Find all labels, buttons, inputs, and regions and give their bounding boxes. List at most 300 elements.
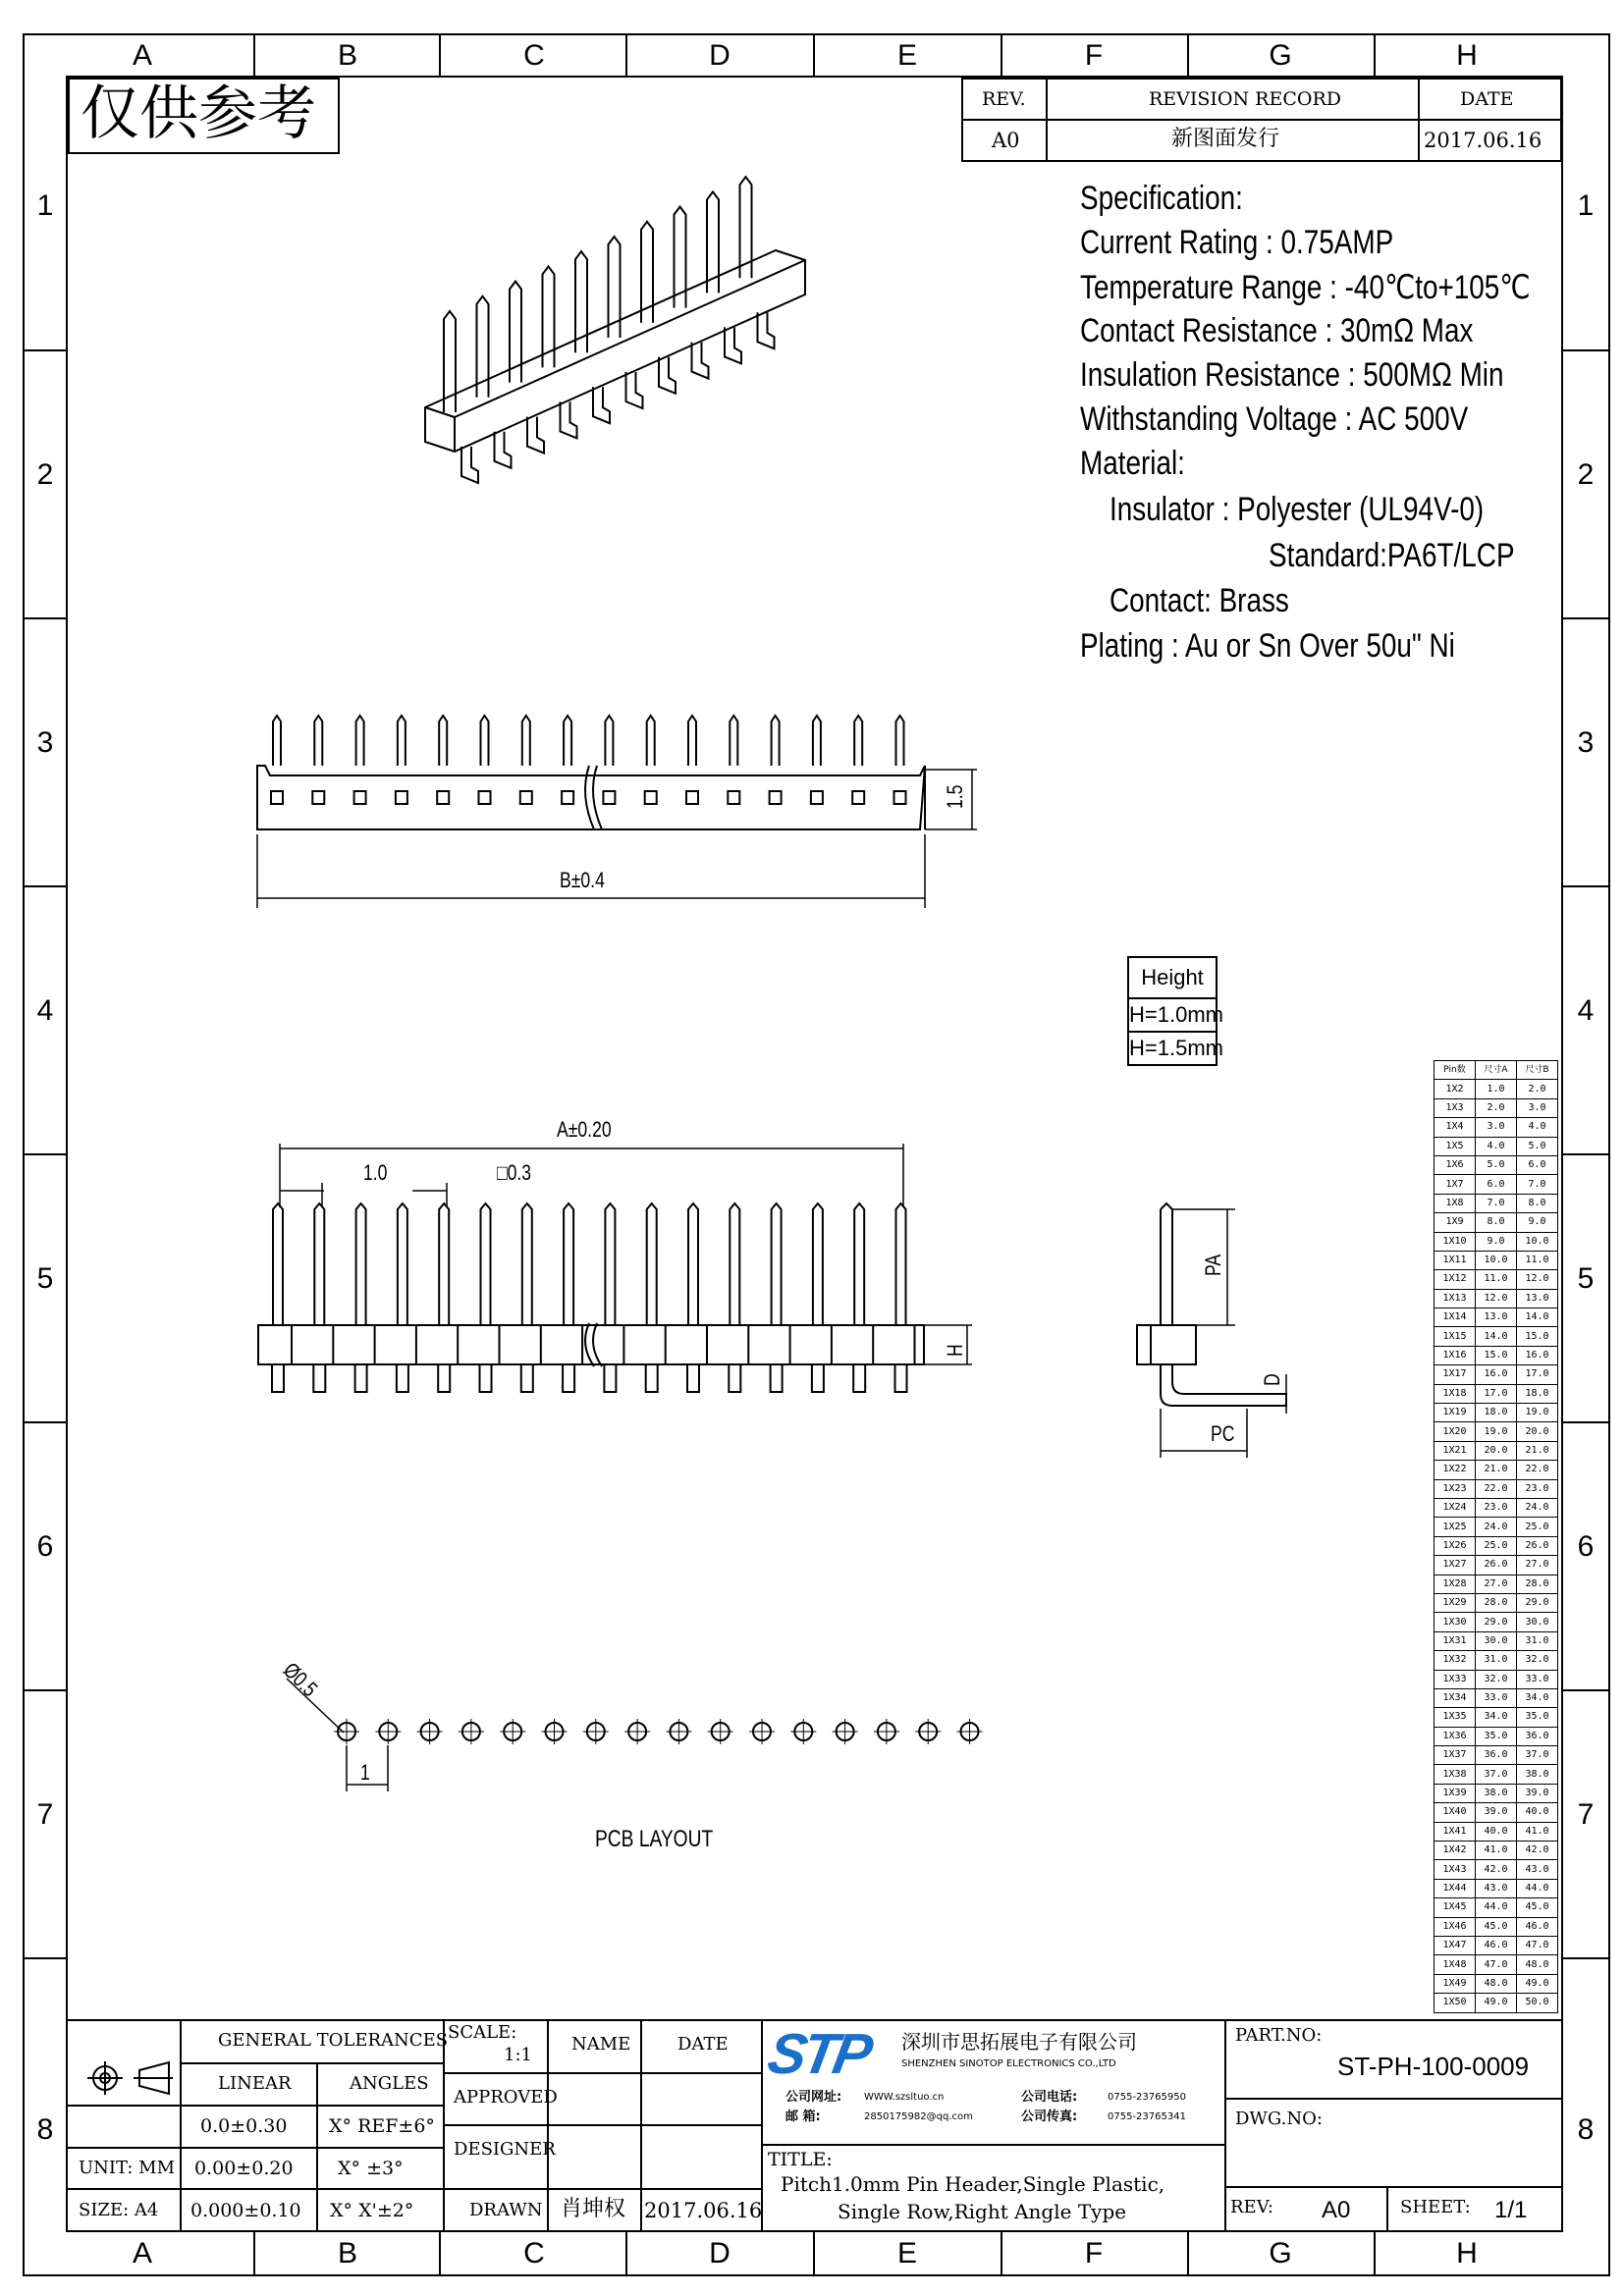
- pin-table-cell: 38.0: [1517, 1765, 1558, 1784]
- pin-table-row: [1435, 1651, 1558, 1670]
- revision-date-value: 2017.06.16: [1424, 129, 1543, 152]
- pin-table-cell: 6.0: [1517, 1155, 1558, 1174]
- pin-table-cell: 49.0: [1476, 1994, 1517, 2012]
- pin-table-cell: 39.0: [1476, 1803, 1517, 1822]
- pin-table-cell: 1X37: [1435, 1746, 1476, 1765]
- pin-table-cell: 1X12: [1435, 1270, 1476, 1289]
- zone-col-top-C: C: [523, 39, 545, 72]
- spec-standard: Standard:PA6T/LCP: [1269, 537, 1515, 574]
- pin-table-cell: 1X3: [1435, 1098, 1476, 1117]
- pin-table-cell: 32.0: [1517, 1651, 1558, 1670]
- front-pin-tail: [563, 1364, 574, 1392]
- pin-table-cell: 40.0: [1476, 1822, 1517, 1841]
- pin-table-cell: 28.0: [1476, 1593, 1517, 1612]
- tol-linear-1: 0.0±0.30: [200, 2115, 288, 2137]
- pin-table-cell: 32.0: [1476, 1670, 1517, 1688]
- pin-table-cell: 1X29: [1435, 1593, 1476, 1612]
- pin-table-cell: 15.0: [1476, 1346, 1517, 1364]
- top-pin-square: [603, 791, 615, 804]
- iso-pin-tail: [495, 432, 512, 468]
- pin-table-row: [1435, 1898, 1558, 1917]
- pin-table-cell: 9.0: [1517, 1213, 1558, 1232]
- pin-table-row: [1435, 1784, 1558, 1802]
- pin-table-cell: 24.0: [1517, 1498, 1558, 1517]
- pin-table-row: [1435, 1670, 1558, 1688]
- spec-title: Specification:: [1080, 180, 1243, 217]
- pin-table-cell: 22.0: [1476, 1479, 1517, 1498]
- top-pin: [356, 716, 364, 766]
- pin-table-header: Pin数: [1435, 1061, 1476, 1080]
- pin-table-cell: 36.0: [1476, 1746, 1517, 1765]
- dim-pcb-pitch: 1: [360, 1760, 370, 1785]
- dim-a: A±0.20: [557, 1117, 612, 1142]
- pin-table-cell: 31.0: [1476, 1651, 1517, 1670]
- pin-table-cell: 1X45: [1435, 1898, 1476, 1917]
- pin-table-cell: 35.0: [1517, 1708, 1558, 1727]
- zone-col-bottom-C: C: [523, 2237, 545, 2269]
- pin-table-cell: 1X6: [1435, 1155, 1476, 1174]
- pin-table-cell: 24.0: [1476, 1518, 1517, 1536]
- pin-table-cell: 48.0: [1476, 1974, 1517, 1993]
- pin-table-row: [1435, 1404, 1558, 1422]
- pin-table-row: [1435, 1631, 1558, 1650]
- front-pin-tail: [646, 1364, 658, 1392]
- zone-row-right-2: 2: [1577, 458, 1595, 491]
- top-pin: [854, 716, 862, 766]
- pin-table-cell: 1X25: [1435, 1518, 1476, 1536]
- rev-header: REV.: [982, 88, 1026, 110]
- pin-table-cell: 9.0: [1476, 1232, 1517, 1251]
- zone-col-top-F: F: [1084, 39, 1104, 72]
- pin-table-cell: 42.0: [1517, 1842, 1558, 1860]
- pin-table-cell: 30.0: [1476, 1631, 1517, 1650]
- pin-table-cell: 7.0: [1476, 1194, 1517, 1212]
- pin-table-cell: 34.0: [1476, 1708, 1517, 1727]
- zone-col-top-A: A: [132, 39, 152, 72]
- front-pin-tail: [355, 1364, 367, 1392]
- iso-pin-tail: [758, 312, 775, 348]
- pin-table-cell: 1X24: [1435, 1498, 1476, 1517]
- pin-table-cell: 12.0: [1517, 1270, 1558, 1289]
- pin-table-row: [1435, 1327, 1558, 1346]
- top-pin: [813, 716, 821, 766]
- scale-label: SCALE:: [448, 2022, 517, 2043]
- pin-table-cell: 3.0: [1517, 1098, 1558, 1117]
- top-pin: [522, 716, 530, 766]
- zone-row-right-6: 6: [1577, 1530, 1595, 1563]
- pin-table-cell: 20.0: [1517, 1422, 1558, 1441]
- pin-table-cell: 13.0: [1476, 1308, 1517, 1327]
- pin-table-cell: 1X4: [1435, 1118, 1476, 1137]
- pin-table-cell: 16.0: [1476, 1365, 1517, 1384]
- pin-table-row: [1435, 1765, 1558, 1784]
- pin-table-row: [1435, 1213, 1558, 1232]
- pin-table-row: [1435, 1384, 1558, 1403]
- revision-record-header: REVISION RECORD: [1149, 88, 1341, 110]
- pin-table-row: [1435, 1118, 1558, 1137]
- pin-table-cell: 17.0: [1517, 1365, 1558, 1384]
- date-header-tb: DATE: [677, 2034, 729, 2055]
- pin-table-cell: 19.0: [1517, 1404, 1558, 1422]
- iso-pin-tail: [593, 387, 610, 423]
- top-pin: [314, 716, 322, 766]
- part-no-label: PART.NO:: [1235, 2025, 1323, 2046]
- pin-table-cell: 46.0: [1517, 1917, 1558, 1936]
- pin-table-cell: 1X30: [1435, 1613, 1476, 1631]
- pin-table-cell: 1X40: [1435, 1803, 1476, 1822]
- pin-table-cell: 3.0: [1476, 1118, 1517, 1137]
- pin-table-row: [1435, 1175, 1558, 1194]
- drawn-name: 肖坤权: [561, 2197, 626, 2221]
- web-label: 公司网址:: [785, 2090, 842, 2105]
- pin-table-cell: 1X28: [1435, 1575, 1476, 1593]
- front-pin-tail: [853, 1364, 865, 1392]
- pin-table-row: [1435, 1708, 1558, 1727]
- pin-table-row: [1435, 1575, 1558, 1593]
- top-pin-square: [354, 791, 366, 804]
- front-pin: [854, 1203, 864, 1325]
- pin-table-row: [1435, 1232, 1558, 1251]
- top-view: [257, 716, 977, 908]
- pin-table-cell: 26.0: [1517, 1536, 1558, 1555]
- pin-table-cell: 5.0: [1517, 1137, 1558, 1155]
- tol-angle-1: X° REF±6°: [329, 2115, 435, 2137]
- spec-temperature-range: Temperature Range : -40℃to+105℃: [1080, 269, 1531, 306]
- front-pin-tail: [687, 1364, 699, 1392]
- pin-table-cell: 21.0: [1476, 1461, 1517, 1479]
- zone-col-top-D: D: [709, 39, 731, 72]
- zone-row-left-5: 5: [36, 1262, 54, 1295]
- pin-table-cell: 1X27: [1435, 1556, 1476, 1575]
- height-table-header: Height: [1127, 956, 1218, 999]
- top-pin-square: [686, 791, 698, 804]
- zone-row-right-4: 4: [1577, 994, 1595, 1027]
- part-no-value: ST-PH-100-0009: [1337, 2052, 1530, 2081]
- pin-table-cell: 26.0: [1476, 1556, 1517, 1575]
- pin-table-cell: 37.0: [1476, 1765, 1517, 1784]
- pin-table-cell: 1X43: [1435, 1860, 1476, 1879]
- pin-table-cell: 1X36: [1435, 1727, 1476, 1745]
- pin-table-cell: 31.0: [1517, 1631, 1558, 1650]
- pin-table-cell: 1X7: [1435, 1175, 1476, 1194]
- pin-dimension-table: [1434, 1060, 1558, 2013]
- pin-table-cell: 41.0: [1476, 1842, 1517, 1860]
- pin-table-cell: 34.0: [1517, 1688, 1558, 1707]
- pin-table-cell: 1X9: [1435, 1213, 1476, 1232]
- zone-row-right-1: 1: [1577, 189, 1595, 222]
- pin-table-row: [1435, 1974, 1558, 1993]
- pin-table-cell: 43.0: [1517, 1860, 1558, 1879]
- pin-table-cell: 1X39: [1435, 1784, 1476, 1802]
- company-name-cn: 深圳市思拓展电子有限公司: [901, 2030, 1137, 2054]
- dim-square: □0.3: [497, 1160, 532, 1185]
- pin-table-cell: 1X5: [1435, 1137, 1476, 1155]
- dim-h: H: [943, 1344, 967, 1357]
- front-pin-tail: [771, 1364, 783, 1392]
- spec-material-label: Material:: [1080, 445, 1185, 482]
- approved-label: APPROVED: [454, 2087, 558, 2108]
- pin-table-cell: 35.0: [1476, 1727, 1517, 1745]
- pin-table-cell: 30.0: [1517, 1613, 1558, 1631]
- front-pin: [730, 1203, 739, 1325]
- pin-table-cell: 45.0: [1476, 1917, 1517, 1936]
- front-pin: [314, 1203, 324, 1325]
- pin-table-cell: 22.0: [1517, 1461, 1558, 1479]
- pin-table-row: [1435, 1518, 1558, 1536]
- drawn-date: 2017.06.16: [644, 2199, 763, 2222]
- top-pin: [647, 716, 655, 766]
- zone-row-left-4: 4: [36, 994, 54, 1027]
- pin-table-cell: 18.0: [1476, 1404, 1517, 1422]
- company-name-en: SHENZHEN SINOTOP ELECTRONICS CO.,LTD: [901, 2058, 1116, 2069]
- pin-table-cell: 25.0: [1476, 1536, 1517, 1555]
- top-pin: [688, 716, 696, 766]
- spec-insulator: Insulator : Polyester (UL94V-0): [1110, 491, 1485, 528]
- pin-table-row: [1435, 1270, 1558, 1289]
- top-pin: [398, 716, 406, 766]
- top-pin-square: [396, 791, 407, 804]
- pin-table-row: [1435, 1422, 1558, 1441]
- iso-pin-tail: [659, 357, 676, 394]
- rev-label-tb: REV:: [1230, 2197, 1273, 2217]
- dim-pc: PC: [1211, 1421, 1235, 1446]
- pin-table-cell: 7.0: [1517, 1175, 1558, 1194]
- zone-row-right-8: 8: [1577, 2113, 1595, 2146]
- pin-table-cell: 44.0: [1517, 1879, 1558, 1897]
- pin-table-row: [1435, 1289, 1558, 1308]
- pin-table-cell: 23.0: [1476, 1498, 1517, 1517]
- pin-table-cell: 41.0: [1517, 1822, 1558, 1841]
- top-pin-square: [312, 791, 324, 804]
- pin-table-cell: 5.0: [1476, 1155, 1517, 1174]
- pin-table-row: [1435, 1593, 1558, 1612]
- dim-b: B±0.4: [560, 868, 605, 892]
- front-pin: [896, 1203, 906, 1325]
- pin-table-cell: 12.0: [1476, 1289, 1517, 1308]
- pin-table-cell: 49.0: [1517, 1974, 1558, 1993]
- tol-linear-2: 0.00±0.20: [194, 2158, 294, 2179]
- pin-table-row: [1435, 1936, 1558, 1954]
- fax-label: 公司传真:: [1021, 2109, 1078, 2124]
- pcb-layout-view: [287, 1679, 983, 1791]
- spec-withstanding-voltage: Withstanding Voltage : AC 500V: [1080, 400, 1469, 438]
- linear-header: LINEAR: [218, 2073, 292, 2094]
- pin-table-row: [1435, 1194, 1558, 1212]
- front-pin-tail: [895, 1364, 907, 1392]
- zone-col-bottom-B: B: [337, 2237, 357, 2269]
- zone-row-left-1: 1: [36, 189, 54, 222]
- pin-table-cell: 1X47: [1435, 1936, 1476, 1954]
- zone-row-right-5: 5: [1577, 1262, 1595, 1295]
- pin-table-cell: 14.0: [1517, 1308, 1558, 1327]
- zone-row-left-2: 2: [36, 458, 54, 491]
- pin-table-cell: 1X17: [1435, 1365, 1476, 1384]
- iso-pin-tail: [461, 447, 478, 483]
- front-pin-tail: [397, 1364, 408, 1392]
- front-pin-tail: [812, 1364, 824, 1392]
- scale-value: 1:1: [504, 2045, 532, 2065]
- pin-table-cell: 2.0: [1517, 1080, 1558, 1098]
- zone-col-bottom-H: H: [1456, 2237, 1478, 2269]
- pin-table-cell: 27.0: [1517, 1556, 1558, 1575]
- pin-table-row: [1435, 1498, 1558, 1517]
- pin-table-cell: 23.0: [1517, 1479, 1558, 1498]
- top-pin-square: [852, 791, 864, 804]
- front-pin-tail: [480, 1364, 492, 1392]
- pin-table-cell: 1X42: [1435, 1842, 1476, 1860]
- pin-table-row: [1435, 1308, 1558, 1327]
- pin-table-row: [1435, 1098, 1558, 1117]
- dim-pa: PA: [1201, 1254, 1225, 1276]
- pcb-layout-label: PCB LAYOUT: [595, 1826, 714, 1852]
- pin-table-cell: 11.0: [1517, 1251, 1558, 1269]
- watermark-text: 仅供参考: [81, 80, 316, 148]
- pin-table-row: [1435, 1955, 1558, 1974]
- pin-table-row: [1435, 1860, 1558, 1879]
- pin-table-cell: 1X38: [1435, 1765, 1476, 1784]
- pin-table-cell: 1X14: [1435, 1308, 1476, 1327]
- spec-contact-resistance: Contact Resistance : 30mΩ Max: [1080, 312, 1474, 349]
- zone-col-bottom-G: G: [1269, 2237, 1292, 2269]
- front-pin-tail: [729, 1364, 740, 1392]
- web-value: WWW.szsltuo.cn: [864, 2092, 945, 2103]
- zone-col-top-H: H: [1456, 39, 1478, 72]
- front-pin: [481, 1203, 491, 1325]
- iso-pin-tail: [692, 343, 709, 379]
- pin-table-cell: 1.0: [1476, 1080, 1517, 1098]
- drawn-label: DRAWN: [469, 2200, 543, 2220]
- title-line-1: Pitch1.0mm Pin Header,Single Plastic,: [781, 2172, 1165, 2196]
- top-pin: [481, 716, 489, 766]
- pin-table-cell: 17.0: [1476, 1384, 1517, 1403]
- pin-table-cell: 25.0: [1517, 1518, 1558, 1536]
- spec-current-rating: Current Rating : 0.75AMP: [1080, 224, 1394, 261]
- zone-col-bottom-F: F: [1084, 2237, 1104, 2269]
- pin-table-cell: 47.0: [1517, 1936, 1558, 1954]
- front-pin: [439, 1203, 449, 1325]
- pin-table-cell: 38.0: [1476, 1784, 1517, 1802]
- pin-table-cell: 13.0: [1517, 1289, 1558, 1308]
- dim-d: D: [1260, 1373, 1284, 1386]
- pin-table-cell: 2.0: [1476, 1098, 1517, 1117]
- pin-table-cell: 10.0: [1517, 1232, 1558, 1251]
- sheet-label: SHEET:: [1400, 2197, 1471, 2217]
- pin-table-header: 尺寸B: [1517, 1061, 1558, 1080]
- top-pin-square: [811, 791, 823, 804]
- mail-label: 邮 箱:: [785, 2109, 821, 2124]
- dim-height-1-5: 1.5: [943, 784, 967, 809]
- pin-table-cell: 4.0: [1476, 1137, 1517, 1155]
- pin-table-cell: 29.0: [1517, 1593, 1558, 1612]
- isometric-view: [425, 177, 805, 483]
- top-pin: [772, 716, 780, 766]
- title-label: TITLE:: [768, 2149, 833, 2170]
- pin-table-cell: 33.0: [1517, 1670, 1558, 1688]
- pin-table-cell: 1X50: [1435, 1994, 1476, 2012]
- pin-table-cell: 44.0: [1476, 1898, 1517, 1917]
- top-pin: [896, 716, 904, 766]
- revision-record-value: 新图面发行: [1171, 127, 1280, 151]
- pin-table-row: [1435, 1879, 1558, 1897]
- pin-table-cell: 8.0: [1476, 1213, 1517, 1232]
- zone-col-top-G: G: [1269, 39, 1292, 72]
- pin-table-cell: 6.0: [1476, 1175, 1517, 1194]
- pin-table-cell: 11.0: [1476, 1270, 1517, 1289]
- pin-table-row: [1435, 1917, 1558, 1936]
- pin-table-cell: 29.0: [1476, 1613, 1517, 1631]
- phone-label: 公司电话:: [1021, 2090, 1078, 2105]
- front-pin: [522, 1203, 532, 1325]
- pin-table-row: [1435, 1536, 1558, 1555]
- rev-value: A0: [992, 129, 1020, 152]
- pin-table-cell: 14.0: [1476, 1327, 1517, 1346]
- spec-contact: Contact: Brass: [1110, 582, 1289, 619]
- pin-table-cell: 1X18: [1435, 1384, 1476, 1403]
- top-pin: [439, 716, 447, 766]
- pin-table-cell: 1X22: [1435, 1461, 1476, 1479]
- angles-header: ANGLES: [350, 2073, 429, 2094]
- company-logo: STP: [763, 2022, 874, 2086]
- pin-table-cell: 46.0: [1476, 1936, 1517, 1954]
- pin-table-cell: 47.0: [1476, 1955, 1517, 1974]
- zone-col-bottom-E: E: [896, 2237, 917, 2269]
- front-pin-tail: [438, 1364, 450, 1392]
- pin-table-cell: 18.0: [1517, 1384, 1558, 1403]
- pin-table-cell: 50.0: [1517, 1994, 1558, 2012]
- title-line-2: Single Row,Right Angle Type: [838, 2200, 1127, 2223]
- pin-table-cell: 1X16: [1435, 1346, 1476, 1364]
- zone-col-bottom-D: D: [709, 2237, 731, 2269]
- pin-table-cell: 1X15: [1435, 1327, 1476, 1346]
- top-pin: [730, 716, 737, 766]
- pin-table-cell: 1X34: [1435, 1688, 1476, 1707]
- pin-table-cell: 1X41: [1435, 1822, 1476, 1841]
- pin-table-cell: 27.0: [1476, 1575, 1517, 1593]
- pin-table-cell: 19.0: [1476, 1422, 1517, 1441]
- zone-row-left-8: 8: [36, 2113, 54, 2146]
- pin-table-cell: 16.0: [1517, 1346, 1558, 1364]
- pin-table-row: [1435, 1688, 1558, 1707]
- pin-table-row: [1435, 1346, 1558, 1364]
- pin-table-row: [1435, 1556, 1558, 1575]
- pin-table-cell: 21.0: [1517, 1441, 1558, 1460]
- zone-row-left-7: 7: [36, 1798, 54, 1831]
- zone-row-right-7: 7: [1577, 1798, 1595, 1831]
- pin-table-cell: 1X32: [1435, 1651, 1476, 1670]
- pin-table-cell: 45.0: [1517, 1898, 1558, 1917]
- designer-label: DESIGNER: [454, 2139, 556, 2160]
- pin-table-cell: 1X44: [1435, 1879, 1476, 1897]
- pin-table-row: [1435, 1441, 1558, 1460]
- pin-table-cell: 1X21: [1435, 1441, 1476, 1460]
- name-header: NAME: [571, 2034, 631, 2055]
- top-pin-square: [520, 791, 532, 804]
- pin-table-cell: 1X13: [1435, 1289, 1476, 1308]
- pin-table-row: [1435, 1365, 1558, 1384]
- pin-table-row: [1435, 1461, 1558, 1479]
- zone-col-top-B: B: [337, 39, 357, 72]
- pin-table-cell: 40.0: [1517, 1803, 1558, 1822]
- tol-linear-3: 0.000±0.10: [190, 2200, 301, 2221]
- front-pin-tail: [604, 1364, 616, 1392]
- top-pin: [564, 716, 571, 766]
- size-label: SIZE: A4: [79, 2200, 159, 2220]
- height-row-1: H=1.0mm: [1127, 997, 1218, 1033]
- front-pin: [356, 1203, 366, 1325]
- pin-table-cell: 1X35: [1435, 1708, 1476, 1727]
- iso-pin-tail: [561, 401, 577, 438]
- pin-table-row: [1435, 1479, 1558, 1498]
